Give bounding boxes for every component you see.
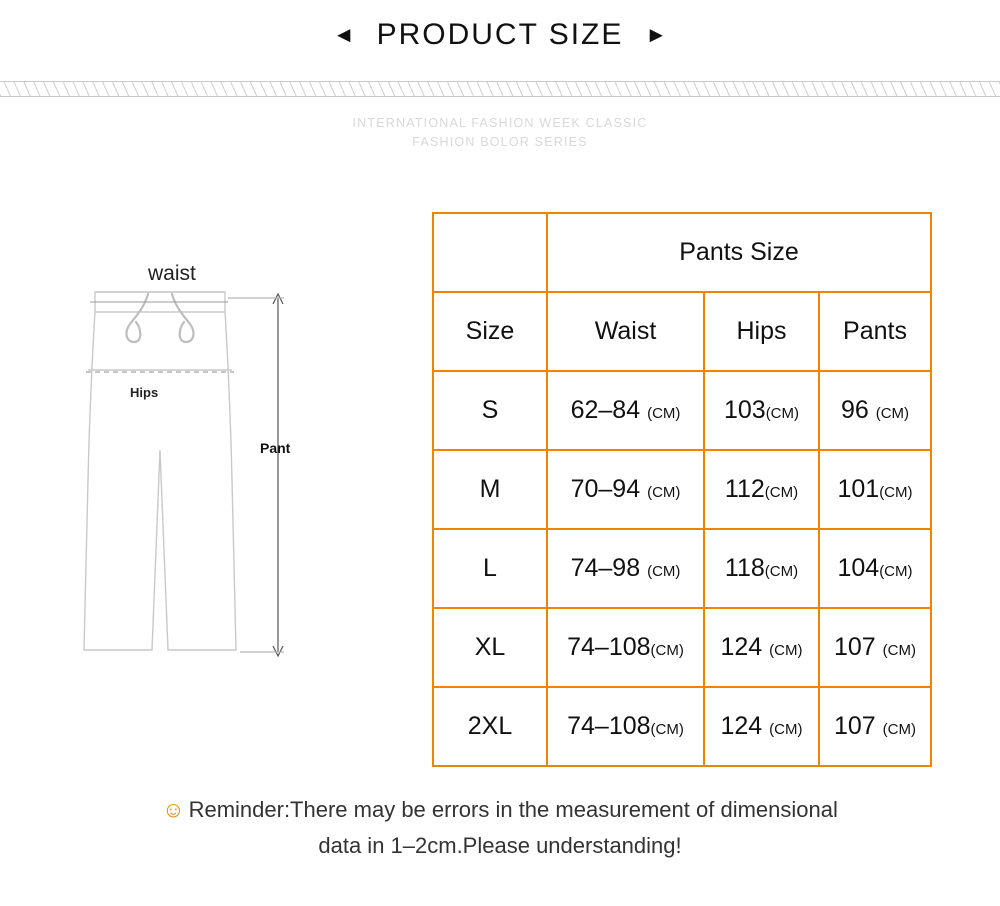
table-header-pants: Pants: [819, 292, 931, 371]
table-row: [433, 529, 931, 608]
subtitle-line-2: FASHION BOLOR SERIES: [412, 135, 588, 149]
divider-line-bottom: [0, 96, 1000, 97]
cell-waist-value: 74–108: [567, 712, 651, 740]
reminder-line-1: [0, 792, 1000, 828]
cell-hips: [704, 687, 819, 766]
cell-hips: [704, 450, 819, 529]
table-row: [433, 450, 931, 529]
cell-waist-value: 74–98: [570, 554, 641, 582]
cell-waist-unit: (CM): [647, 484, 681, 501]
cell-size: 2XL: [433, 687, 547, 766]
cell-pants: [819, 450, 931, 529]
cell-waist: [547, 608, 704, 687]
page-header-inner: [333, 18, 667, 52]
table-row: [433, 687, 931, 766]
reminder-line-2: data in 1–2cm.Please understanding!: [318, 833, 682, 858]
subtitle-block: [0, 114, 1000, 152]
cell-pants: [819, 608, 931, 687]
hatched-divider: [0, 78, 1000, 100]
page-title: PRODUCT SIZE: [376, 18, 624, 51]
cell-pants-value: 96: [840, 396, 869, 424]
cell-pants-unit: (CM): [882, 721, 916, 738]
waist-label: waist: [148, 262, 196, 285]
pants-illustration: [60, 250, 390, 730]
cell-hips-value: 118: [724, 554, 765, 582]
pants-diagram-svg: [60, 250, 390, 730]
cell-hips-unit: (CM): [764, 563, 799, 580]
cell-waist: [547, 687, 704, 766]
cell-waist-value: 62–84: [570, 396, 641, 424]
table-row-header: [433, 292, 931, 371]
cell-size: S: [433, 371, 547, 450]
table-cell-blank: [433, 213, 547, 292]
cell-pants-value: 107: [834, 712, 876, 740]
table-header-hips: Hips: [704, 292, 819, 371]
cell-waist-value: 74–108: [567, 633, 651, 661]
cell-waist-unit: (CM): [650, 642, 684, 659]
cell-pants-unit: (CM): [882, 642, 916, 659]
cell-pants-value: 107: [834, 633, 876, 661]
table-header-waist: Waist: [547, 292, 704, 371]
cell-waist-unit: (CM): [647, 405, 681, 422]
reminder-block: [0, 792, 1000, 864]
left-arrow-icon: ◄: [332, 22, 355, 47]
smiley-icon: ☺: [162, 797, 185, 822]
cell-hips: [704, 608, 819, 687]
size-table: [432, 212, 932, 767]
cell-pants: [819, 529, 931, 608]
cell-hips-unit: (CM): [769, 642, 803, 659]
cell-waist-unit: (CM): [650, 721, 684, 738]
cell-hips-value: 112: [724, 475, 765, 503]
cell-pants: [819, 687, 931, 766]
table-row: [433, 608, 931, 687]
cell-hips: [704, 371, 819, 450]
cell-pants-unit: (CM): [875, 405, 910, 422]
cell-waist-unit: (CM): [647, 563, 681, 580]
subtitle-line-1: INTERNATIONAL FASHION WEEK CLASSIC: [352, 116, 648, 130]
cell-hips-value: 124: [720, 633, 763, 661]
cell-hips-unit: (CM): [769, 721, 803, 738]
cell-hips: [704, 529, 819, 608]
cell-waist: [547, 529, 704, 608]
cell-pants-value: 104: [837, 554, 880, 582]
table-title-cell: Pants Size: [547, 213, 931, 292]
cell-waist: [547, 371, 704, 450]
page-header: [0, 18, 1000, 52]
cell-size: L: [433, 529, 547, 608]
cell-hips-unit: (CM): [765, 405, 800, 422]
cell-pants-value: 101: [837, 475, 880, 503]
cell-waist-value: 70–94: [570, 475, 641, 503]
pant-label: Pant: [260, 440, 291, 456]
right-arrow-icon: ►: [645, 22, 668, 47]
cell-pants: [819, 371, 931, 450]
cell-hips-value: 124: [720, 712, 763, 740]
hips-label: Hips: [130, 385, 159, 400]
table-row-title: [433, 213, 931, 292]
table-header-size: Size: [433, 292, 547, 371]
table-row: [433, 371, 931, 450]
cell-size: M: [433, 450, 547, 529]
cell-hips-unit: (CM): [764, 484, 799, 501]
cell-pants-unit: (CM): [879, 563, 913, 580]
cell-pants-unit: (CM): [879, 484, 913, 501]
cell-waist: [547, 450, 704, 529]
reminder-text-1: Reminder:There may be errors in the measurement of dimensional: [188, 797, 838, 822]
cell-hips-value: 103: [723, 396, 766, 424]
divider-hatch-pattern: [0, 81, 1000, 96]
cell-size: XL: [433, 608, 547, 687]
